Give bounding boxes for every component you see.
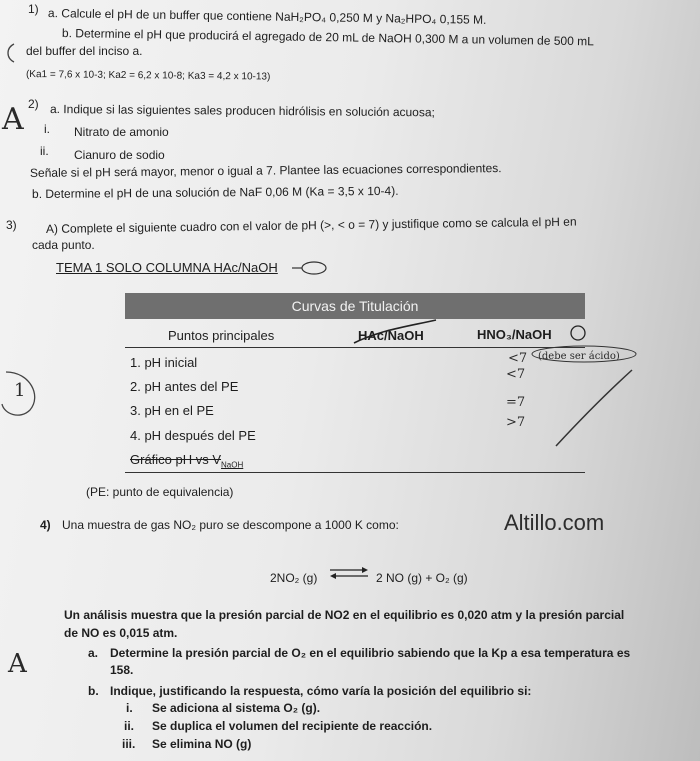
margin-mark-one: 1 [14, 380, 26, 401]
q4-a-text: Determine la presión parcial de O₂ en el equilibrio sabiendo que la Kp a esa temperatura es [110, 646, 631, 660]
q1-b-text-cont: del buffer del inciso a. [26, 44, 143, 58]
q1-a-text: a. Calcule el pH de un buffer que contiene NaH₂PO₄ 0,250 M y Na₂HPO₄ 0,155 M. [47, 6, 487, 27]
q4-a-label: a. [88, 646, 99, 660]
margin-mark-a2: A [8, 649, 27, 679]
col-header-hno3: HNO₃/NaOH [477, 327, 552, 342]
q3-text1: A) Complete el siguiente cuadro con el valor de pH (>, < o = 7) y justifique como se calcula el pH en [45, 214, 577, 236]
q2-b-text: b. Determine el pH de una solución de NaF 0,06 M (Ka = 3,5 x 10-4). [31, 183, 399, 201]
hand-answer-2: <7 [506, 367, 526, 382]
col-header-hac: HAc/NaOH [358, 328, 424, 343]
q2-a-text: a. Indique si las siguientes sales producen hidrólisis en solución acuosa; [49, 102, 435, 120]
hand-answer-1: <7 [508, 351, 528, 366]
table-row-5-sub: NaOH [221, 460, 244, 470]
q4-item-i-text: Se adiciona al sistema O₂ (g). [152, 701, 321, 715]
q2-ii-label: ii. [40, 144, 49, 158]
q4-number: 4) [40, 518, 51, 532]
q2-i-label: i. [44, 122, 50, 136]
q4-item-ii-text: Se duplica el volumen del recipiente de reacción. [152, 719, 433, 733]
q2-i-text: Nitrato de amonio [74, 125, 169, 139]
q1-ka-values: (Ka1 = 7,6 x 10-3; Ka2 = 6,2 x 10-8; Ka3 = 4,2 x 10-13) [25, 69, 271, 83]
q4-item-i-label: i. [126, 701, 133, 715]
q4-b-label: b. [88, 684, 99, 698]
q3-number: 3) [6, 218, 17, 232]
q4-item-ii-label: ii. [124, 719, 135, 733]
margin-mark-a1: A [2, 102, 24, 137]
table-bottom-line [125, 472, 585, 473]
col-header-points: Puntos principales [168, 328, 275, 343]
q1-b-text: b. Determine el pH que producirá el agregado de 20 mL de NaOH 0,300 M a un volumen de 500 mL [61, 26, 594, 49]
q3-text2: cada punto. [32, 238, 95, 252]
hand-answer-3: =7 [506, 395, 526, 410]
table-row-5-label: Gráfico pH vs V [130, 452, 222, 467]
q4-intro: Una muestra de gas NO₂ puro se descompone a 1000 K como: [62, 518, 399, 532]
pe-note: (PE: punto de equivalencia) [86, 485, 234, 499]
equation-left: 2NO₂ (g) [270, 571, 318, 585]
q2-ii-text: Cianuro de sodio [74, 148, 165, 162]
q2-number: 2) [28, 97, 39, 111]
table-title: Curvas de Titulación [125, 293, 585, 319]
hand-answer-4: >7 [506, 415, 526, 430]
table-row-3: 3. pH en el PE [130, 403, 214, 418]
q4-analysis1: Un análisis muestra que la presión parcial de NO2 en el equilibrio es 0,020 atm y la presión parcial [64, 608, 625, 622]
scribble-mark [302, 262, 326, 274]
q4-b-text: Indique, justificando la respuesta, cómo varía la posición del equilibrio si: [110, 684, 532, 698]
table-row-5 [130, 452, 243, 470]
q4-item-iii-text: Se elimina NO (g) [152, 737, 252, 751]
watermark-text: Altillo.com [504, 510, 605, 535]
equation-right: 2 NO (g) + O₂ (g) [376, 571, 468, 585]
table-row-2: 2. pH antes del PE [130, 379, 239, 394]
table-header-line [125, 347, 585, 348]
q4-analysis2: de NO es 0,015 atm. [64, 626, 178, 640]
q4-item-iii-label: iii. [122, 737, 136, 751]
table-slash [556, 370, 632, 446]
q3-tema: TEMA 1 SOLO COLUMNA HAc/NaOH [56, 260, 278, 275]
hand-note: (debe ser ácido) [538, 351, 620, 362]
titration-table [125, 293, 585, 319]
q2-note: Señale si el pH será mayor, menor o igual a 7. Plantee las ecuaciones correspondientes. [29, 161, 502, 180]
hno3-circle [571, 326, 585, 340]
table-row-1: 1. pH inicial [130, 355, 198, 370]
q1-number: 1) [28, 2, 39, 16]
q4-a-text-cont: 158. [110, 663, 134, 677]
bracket-mark [8, 44, 14, 62]
table-row-4: 4. pH después del PE [130, 428, 256, 443]
